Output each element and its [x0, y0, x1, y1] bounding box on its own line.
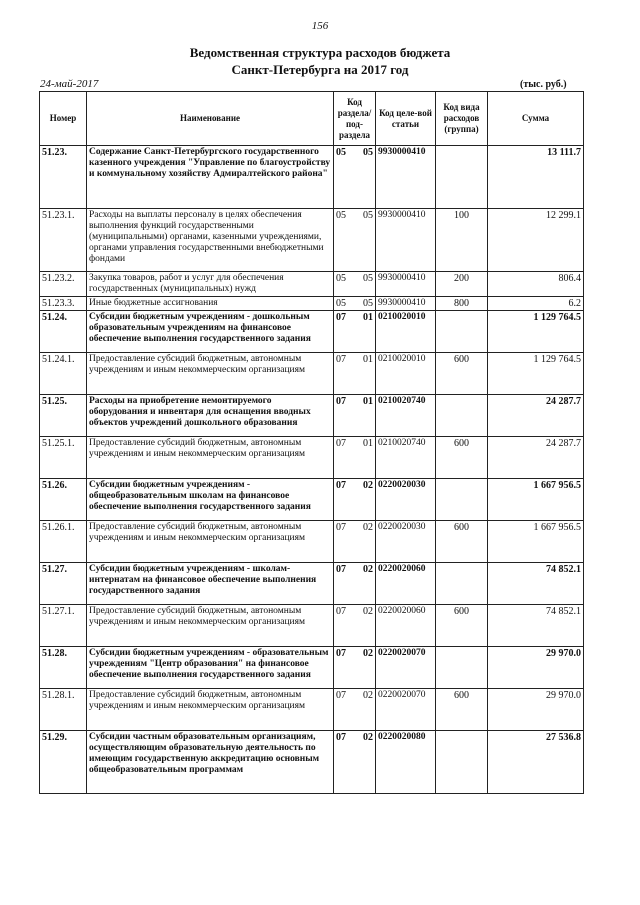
row-subsection: 02 [363, 522, 373, 533]
row-name: Предоставление субсидий бюджетным, автономным учреждениям и иным некоммерческим организациям [87, 689, 334, 731]
row-number: 51.26. [40, 479, 87, 521]
row-name: Содержание Санкт-Петербургского государственного казенного учреждения "Управление по благоустройству и коммунальному хозяйству Адмиралтейского района" [87, 146, 334, 209]
row-target-code: 9930000410 [376, 272, 436, 297]
row-number: 51.23. [40, 146, 87, 209]
row-subsection: 02 [363, 732, 373, 743]
row-name: Расходы на приобретение немонтируемого оборудования и инвентаря для оснащения вводных объектов учреждений дошкольного образования [87, 395, 334, 437]
row-target-code: 0210020740 [376, 437, 436, 479]
row-name: Предоставление субсидий бюджетным, автономным учреждениям и иным некоммерческим организациям [87, 437, 334, 479]
title-line-1: Ведомственная структура расходов бюджета [189, 45, 451, 60]
table-row [40, 297, 584, 311]
header-name: Наименование [87, 92, 334, 146]
row-name: Расходы на выплаты персоналу в целях обеспечения выполнения функций государственными (муниципальными) органами, казенными учреждениями, органами управления государственными внебюджетными фондами [87, 209, 334, 272]
row-section: 07 [336, 312, 346, 323]
table-row [40, 731, 584, 794]
row-number: 51.27.1. [40, 605, 87, 647]
row-sum: 13 111.7 [488, 146, 584, 209]
row-number: 51.26.1. [40, 521, 87, 563]
row-sum: 27 536.8 [488, 731, 584, 794]
table-row [40, 395, 584, 437]
row-section-code [334, 146, 376, 209]
row-subsection: 02 [363, 480, 373, 491]
row-number: 51.25.1. [40, 437, 87, 479]
row-section-code [334, 437, 376, 479]
table-row [40, 437, 584, 479]
row-subsection: 05 [363, 147, 373, 158]
table-row [40, 479, 584, 521]
table-row [40, 353, 584, 395]
table-row [40, 605, 584, 647]
row-target-code: 9930000410 [376, 146, 436, 209]
row-section: 07 [336, 438, 346, 449]
document-date: 24-май-2017 [40, 78, 99, 90]
row-kind-code: 600 [436, 521, 488, 563]
row-subsection: 01 [363, 354, 373, 365]
row-kind-code: 600 [436, 353, 488, 395]
row-section: 07 [336, 564, 346, 575]
row-number: 51.23.3. [40, 297, 87, 311]
row-subsection: 01 [363, 396, 373, 407]
row-subsection: 01 [363, 438, 373, 449]
row-kind-code: 600 [436, 605, 488, 647]
header-sum: Сумма [488, 92, 584, 146]
row-subsection: 05 [363, 273, 373, 284]
row-section: 07 [336, 480, 346, 491]
header-row [40, 92, 584, 146]
row-kind-code: 800 [436, 297, 488, 311]
row-sum: 806.4 [488, 272, 584, 297]
header-kind: Код вида расходов (группа) [436, 92, 488, 146]
table-row [40, 521, 584, 563]
row-kind-code: 600 [436, 689, 488, 731]
row-sum: 24 287.7 [488, 437, 584, 479]
budget-table [39, 91, 584, 794]
row-target-code: 0210020010 [376, 311, 436, 353]
row-number: 51.23.2. [40, 272, 87, 297]
row-target-code: 0220020070 [376, 647, 436, 689]
row-section: 07 [336, 522, 346, 533]
row-target-code: 0210020740 [376, 395, 436, 437]
row-sum: 1 667 956.5 [488, 521, 584, 563]
row-number: 51.24.1. [40, 353, 87, 395]
header-section: Код раздела/ под-раздела [334, 92, 376, 146]
row-sum: 74 852.1 [488, 605, 584, 647]
row-sum: 1 129 764.5 [488, 311, 584, 353]
row-sum: 1 667 956.5 [488, 479, 584, 521]
row-kind-code [436, 395, 488, 437]
row-subsection: 02 [363, 564, 373, 575]
row-section-code [334, 311, 376, 353]
table-row [40, 647, 584, 689]
header-target: Код целе-вой статьи [376, 92, 436, 146]
header-number: Номер [40, 92, 87, 146]
row-sum: 1 129 764.5 [488, 353, 584, 395]
table-body [40, 146, 584, 794]
row-section: 05 [336, 147, 346, 158]
row-name: Субсидии бюджетным учреждениям - дошкольным образовательным учреждениям на финансовое обеспечение выполнения государственного задания [87, 311, 334, 353]
row-sum: 29 970.0 [488, 647, 584, 689]
row-sum: 29 970.0 [488, 689, 584, 731]
row-kind-code [436, 479, 488, 521]
row-number: 51.25. [40, 395, 87, 437]
row-name: Предоставление субсидий бюджетным, автономным учреждениям и иным некоммерческим организациям [87, 521, 334, 563]
row-target-code: 9930000410 [376, 209, 436, 272]
row-kind-code [436, 311, 488, 353]
row-section-code [334, 297, 376, 311]
row-section-code [334, 731, 376, 794]
row-target-code: 0220020080 [376, 731, 436, 794]
row-section: 07 [336, 648, 346, 659]
table-header [40, 92, 584, 146]
row-section-code [334, 479, 376, 521]
row-name: Субсидии бюджетным учреждениям - школам-интернатам на финансовое обеспечение выполнения государственного задания [87, 563, 334, 605]
row-kind-code [436, 731, 488, 794]
row-subsection: 02 [363, 606, 373, 617]
row-name: Иные бюджетные ассигнования [87, 297, 334, 311]
row-target-code: 0220020060 [376, 563, 436, 605]
row-section-code [334, 605, 376, 647]
row-name: Субсидии частным образовательным организациям, осуществляющим образовательную деятельность по имеющим государственную аккредитацию основным общеобразовательным программам [87, 731, 334, 794]
row-section-code [334, 395, 376, 437]
row-section: 07 [336, 354, 346, 365]
row-kind-code: 200 [436, 272, 488, 297]
row-section-code [334, 353, 376, 395]
row-name: Предоставление субсидий бюджетным, автономным учреждениям и иным некоммерческим организациям [87, 353, 334, 395]
row-name: Закупка товаров, работ и услуг для обеспечения государственных (муниципальных) нужд [87, 272, 334, 297]
row-section-code [334, 647, 376, 689]
row-section-code [334, 209, 376, 272]
title-line-2: Санкт-Петербурга на 2017 год [231, 62, 409, 77]
row-number: 51.27. [40, 563, 87, 605]
row-name: Субсидии бюджетным учреждениям - общеобразовательным школам на финансовое обеспечение выполнения государственного задания [87, 479, 334, 521]
row-kind-code: 100 [436, 209, 488, 272]
row-section-code [334, 272, 376, 297]
table-row [40, 272, 584, 297]
row-subsection: 02 [363, 690, 373, 701]
row-subsection: 01 [363, 312, 373, 323]
table-row [40, 209, 584, 272]
row-section-code [334, 521, 376, 563]
row-kind-code [436, 146, 488, 209]
row-number: 51.28.1. [40, 689, 87, 731]
row-target-code: 9930000410 [376, 297, 436, 311]
row-sum: 24 287.7 [488, 395, 584, 437]
row-number: 51.28. [40, 647, 87, 689]
row-section: 07 [336, 690, 346, 701]
row-target-code: 0220020060 [376, 605, 436, 647]
row-target-code: 0210020010 [376, 353, 436, 395]
row-section: 05 [336, 273, 346, 284]
row-section: 07 [336, 396, 346, 407]
row-sum: 12 299.1 [488, 209, 584, 272]
table-row [40, 311, 584, 353]
row-section-code [334, 563, 376, 605]
row-subsection: 02 [363, 648, 373, 659]
row-subsection: 05 [363, 298, 373, 309]
row-section: 07 [336, 606, 346, 617]
page-number: 156 [311, 20, 329, 32]
row-number: 51.23.1. [40, 209, 87, 272]
row-kind-code [436, 647, 488, 689]
row-subsection: 05 [363, 210, 373, 221]
row-kind-code [436, 563, 488, 605]
row-number: 51.29. [40, 731, 87, 794]
row-sum: 74 852.1 [488, 563, 584, 605]
table-row [40, 146, 584, 209]
row-target-code: 0220020070 [376, 689, 436, 731]
units-label: (тыс. руб.) [520, 79, 567, 90]
row-section-code [334, 689, 376, 731]
row-name: Субсидии бюджетным учреждениям - образовательным учреждениям "Центр образования" на финансовое обеспечение выполнения государственного задания [87, 647, 334, 689]
row-section: 07 [336, 732, 346, 743]
row-kind-code: 600 [436, 437, 488, 479]
table-row [40, 689, 584, 731]
row-target-code: 0220020030 [376, 479, 436, 521]
row-section: 05 [336, 210, 346, 221]
document-title [0, 44, 640, 78]
row-target-code: 0220020030 [376, 521, 436, 563]
row-number: 51.24. [40, 311, 87, 353]
table-row [40, 563, 584, 605]
row-section: 05 [336, 298, 346, 309]
row-name: Предоставление субсидий бюджетным, автономным учреждениям и иным некоммерческим организациям [87, 605, 334, 647]
row-sum: 6.2 [488, 297, 584, 311]
